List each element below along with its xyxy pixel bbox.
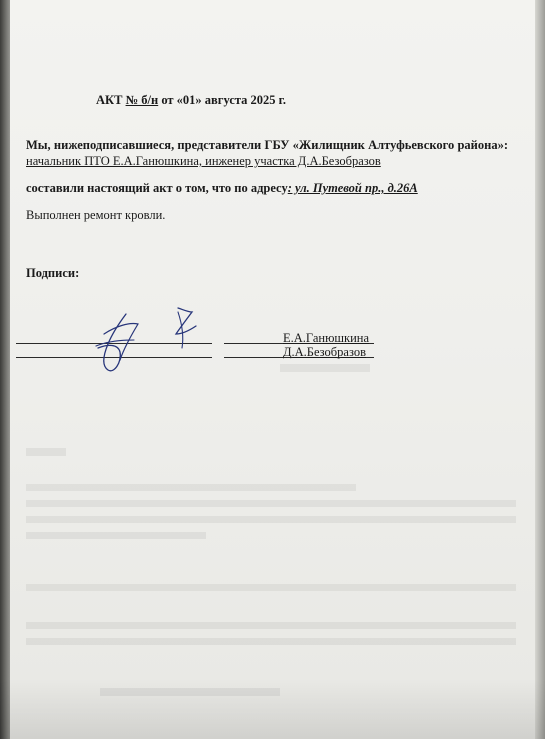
act-number: № б/н (125, 93, 159, 107)
show-through-mark (26, 584, 516, 591)
act-title (96, 93, 286, 108)
address-value: : ул. Путевой пр., д.26А (287, 181, 418, 195)
participants-names: начальник ПТО Е.А.Ганюшкина, инженер участка Д.А.Безобразов (26, 154, 381, 168)
show-through-mark (26, 516, 516, 523)
paragraph-participants (26, 137, 508, 169)
handwritten-signatures (86, 304, 216, 376)
show-through-mark (26, 622, 516, 629)
show-through-mark (280, 364, 370, 372)
signer-name-2: Д.А.Безобразов (283, 345, 366, 359)
signatures-label: Подписи: (26, 266, 80, 280)
paragraph-work-done: Выполнен ремонт кровли. (26, 208, 166, 222)
signer-name-1: Е.А.Ганюшкина (283, 331, 370, 345)
act-title-prefix: АКТ (96, 93, 126, 107)
show-through-mark (26, 448, 66, 456)
paper-edge-right (535, 0, 545, 739)
document-page (10, 0, 536, 739)
paragraph-address (26, 181, 418, 196)
photo-shadow (0, 679, 545, 739)
act-title-date: от «01» августа 2025 г. (158, 93, 287, 107)
show-through-mark (26, 532, 206, 539)
participants-intro: Мы, нижеподписавшиеся, представители ГБУ «Жилищник Алтуфьевского района»: (26, 138, 508, 152)
address-intro: составили настоящий акт о том, что по адресу (26, 181, 288, 195)
show-through-mark (26, 638, 516, 645)
show-through-mark (26, 484, 356, 491)
show-through-mark (26, 500, 516, 507)
